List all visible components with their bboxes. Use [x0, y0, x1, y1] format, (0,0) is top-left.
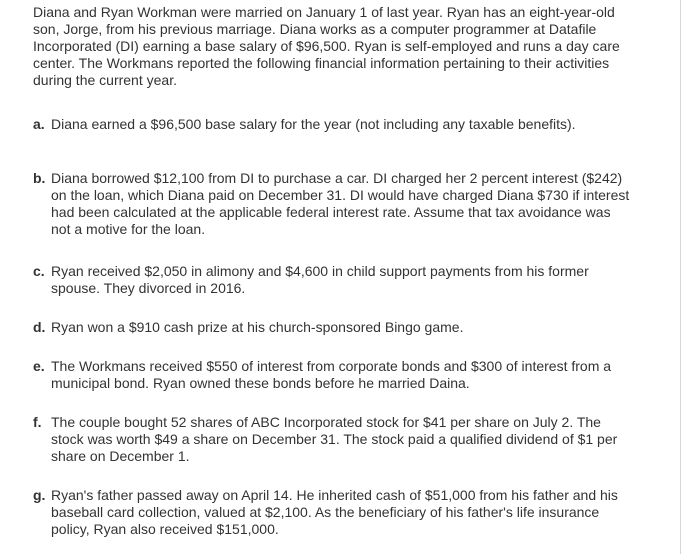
- item-text: Diana earned a $96,500 base salary for the year (not including any taxable benefits).: [51, 116, 576, 132]
- list-item-e: [33, 358, 633, 392]
- list-item-d: [33, 319, 633, 336]
- list-item-a: [33, 116, 633, 133]
- list-item-b: [33, 170, 633, 238]
- item-letter: c.: [33, 263, 45, 279]
- item-text: Ryan won a $910 cash prize at his church-sponsored Bingo game.: [51, 319, 464, 335]
- item-letter: b.: [33, 170, 46, 186]
- item-letter: g.: [33, 487, 46, 503]
- item-text: Ryan's father passed away on April 14. He inherited cash of $51,000 from his father and his baseball card collection, valued at $2,100. As the beneficiary of his father's life insurance policy, Ryan also received $151,000.: [51, 487, 618, 537]
- intro-paragraph: Diana and Ryan Workman were married on January 1 of last year. Ryan has an eight-year-old son, Jorge, from his previous marriage. Diana works as a computer programmer at Datafile Incorporated (DI) earning a base salary of $96,500. Ryan is self-employed and runs a day care center. The Workmans reported the following financial information pertaining to their activities during the current year.: [33, 4, 620, 88]
- item-text: The Workmans received $550 of interest from corporate bonds and $300 of interest from a municipal bond. Ryan owned these bonds before he married Daina.: [51, 358, 612, 391]
- item-text: The couple bought 52 shares of ABC Incorporated stock for $41 per share on July 2. The stock was worth $49 a share on December 31. The stock paid a qualified dividend of $1 per share on December 1.: [51, 414, 618, 464]
- item-text: Ryan received $2,050 in alimony and $4,600 in child support payments from his former spouse. They divorced in 2016.: [51, 263, 589, 296]
- item-letter: d.: [33, 319, 46, 335]
- item-letter: a.: [33, 116, 45, 132]
- item-text: Diana borrowed $12,100 from DI to purchase a car. DI charged her 2 percent interest ($242) on the loan, which Diana paid on December 31. DI would have charged Diana $730 if interest had been calculated at the applicable federal interest rate. Assume that tax avoidance was not a motive for the loan.: [51, 170, 630, 237]
- list-item-g: [33, 487, 633, 538]
- list-item-f: [33, 414, 633, 465]
- item-letter: e.: [33, 358, 45, 374]
- list-item-c: [33, 263, 633, 297]
- item-letter: f.: [33, 414, 42, 430]
